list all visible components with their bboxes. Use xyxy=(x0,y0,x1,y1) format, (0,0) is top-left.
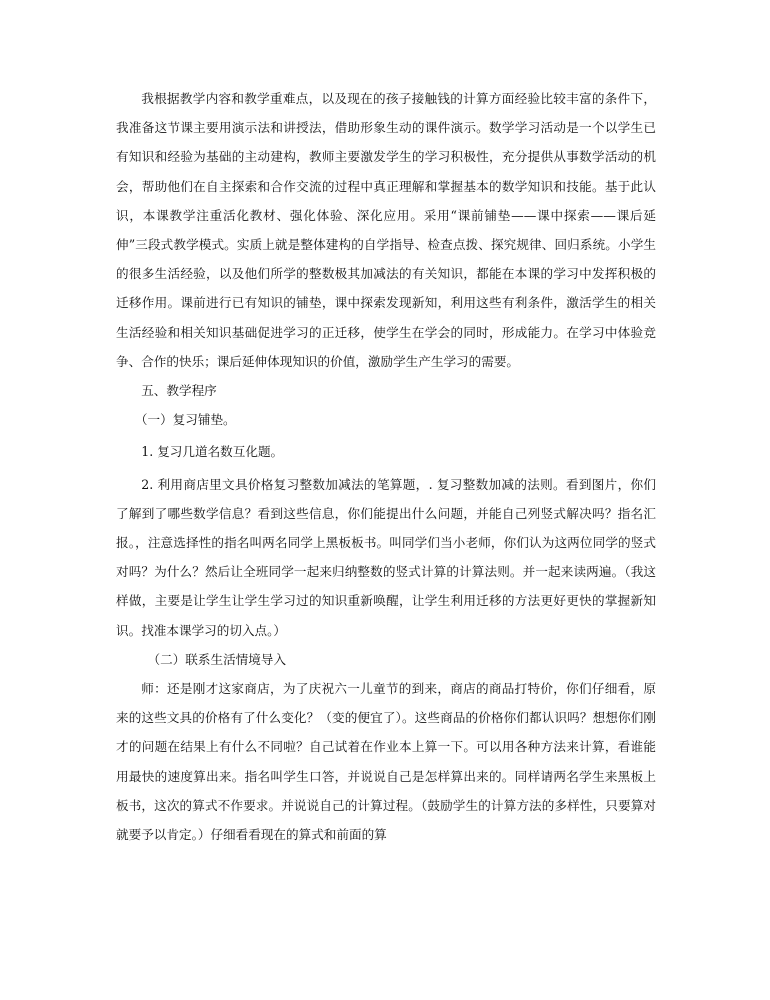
document-body xyxy=(116,84,656,849)
section-heading-teaching-procedure: 五、教学程序 xyxy=(141,383,217,399)
subheading-life-context: （二）联系生活情境导入 xyxy=(147,651,287,667)
subheading-review: （一）复习铺垫。 xyxy=(134,412,236,428)
list-item-review-2: 2. 利用商店里文具价格复习整数加减法的笔算题，. 复习整数加减的法则。看到图片，你们了解到了哪些数学信息？看到这些信息，你们能提出什么问题，并能自己列竖式解决吗？指名汇报。，注意选择性的指名叫两名同学上黑板板书。叫同学们当小老师，你们认为这两位同学的竖式对吗？为什么？然后让全班同学一起来归纳整数的竖式计算的计算法则。并一起来读两遍。（我这样做，主要是让学生让学生学习过的知识重新唤醒，让学生利用迁移的方法更好更快的掌握新知识。找准本课学习的切入点。） xyxy=(116,476,656,638)
list-item-review-1: 1. 复习几道名数互化题。 xyxy=(141,444,284,460)
paragraph-teaching-method: 我根据教学内容和教学重难点，以及现在的孩子接触钱的计算方面经验比较丰富的条件下，我准备这节课主要用演示法和讲授法，借助形象生动的课件演示。数学学习活动是一个以学生已有知识和经验为基础的主动建构，教师主要激发学生的学习积极性，充分提供从事数学活动的机会，帮助他们在自主探索和合作交流的过程中真正理解和掌握基本的数学知识和技能。基于此认识，本课教学注重活化教材、强化体验、深化应用。采用“课前铺垫——课中探索——课后延伸”三段式教学模式。实质上就是整体建构的自学指导、检查点拨、探究规律、回归系统。小学生的很多生活经验，以及他们所学的整数极其加减法的有关知识，都能在本课的学习中发挥积极的迁移作用。课前进行已有知识的铺垫，课中探索发现新知，利用这些有利条件，激活学生的相关生活经验和相关知识基础促进学习的正迁移，使学生在学会的同时，形成能力。在学习中体验竞争、合作的快乐；课后延伸体现知识的价值，激励学生产生学习的需要。 xyxy=(116,91,656,369)
paragraph-teacher-dialogue: 师：还是刚才这家商店，为了庆祝六一儿童节的到来，商店的商品打特价，你们仔细看，原来的这些文具的价格有了什么变化？（变的便宜了）。这些商品的价格你们都认识吗？想想你们刚才的问题在结果上有什么不同啦？自己试着在作业本上算一下。可以用各种方法来计算，看谁能用最快的速度算出来。指名叫学生口答，并说说自己是怎样算出来的。同样请两名学生来黑板上板书，这次的算式不作要求。并说说自己的计算过程。（鼓励学生的计算方法的多样性，只要算对就要予以肯定。）仔细看看现在的算式和前面的算 xyxy=(116,681,656,843)
